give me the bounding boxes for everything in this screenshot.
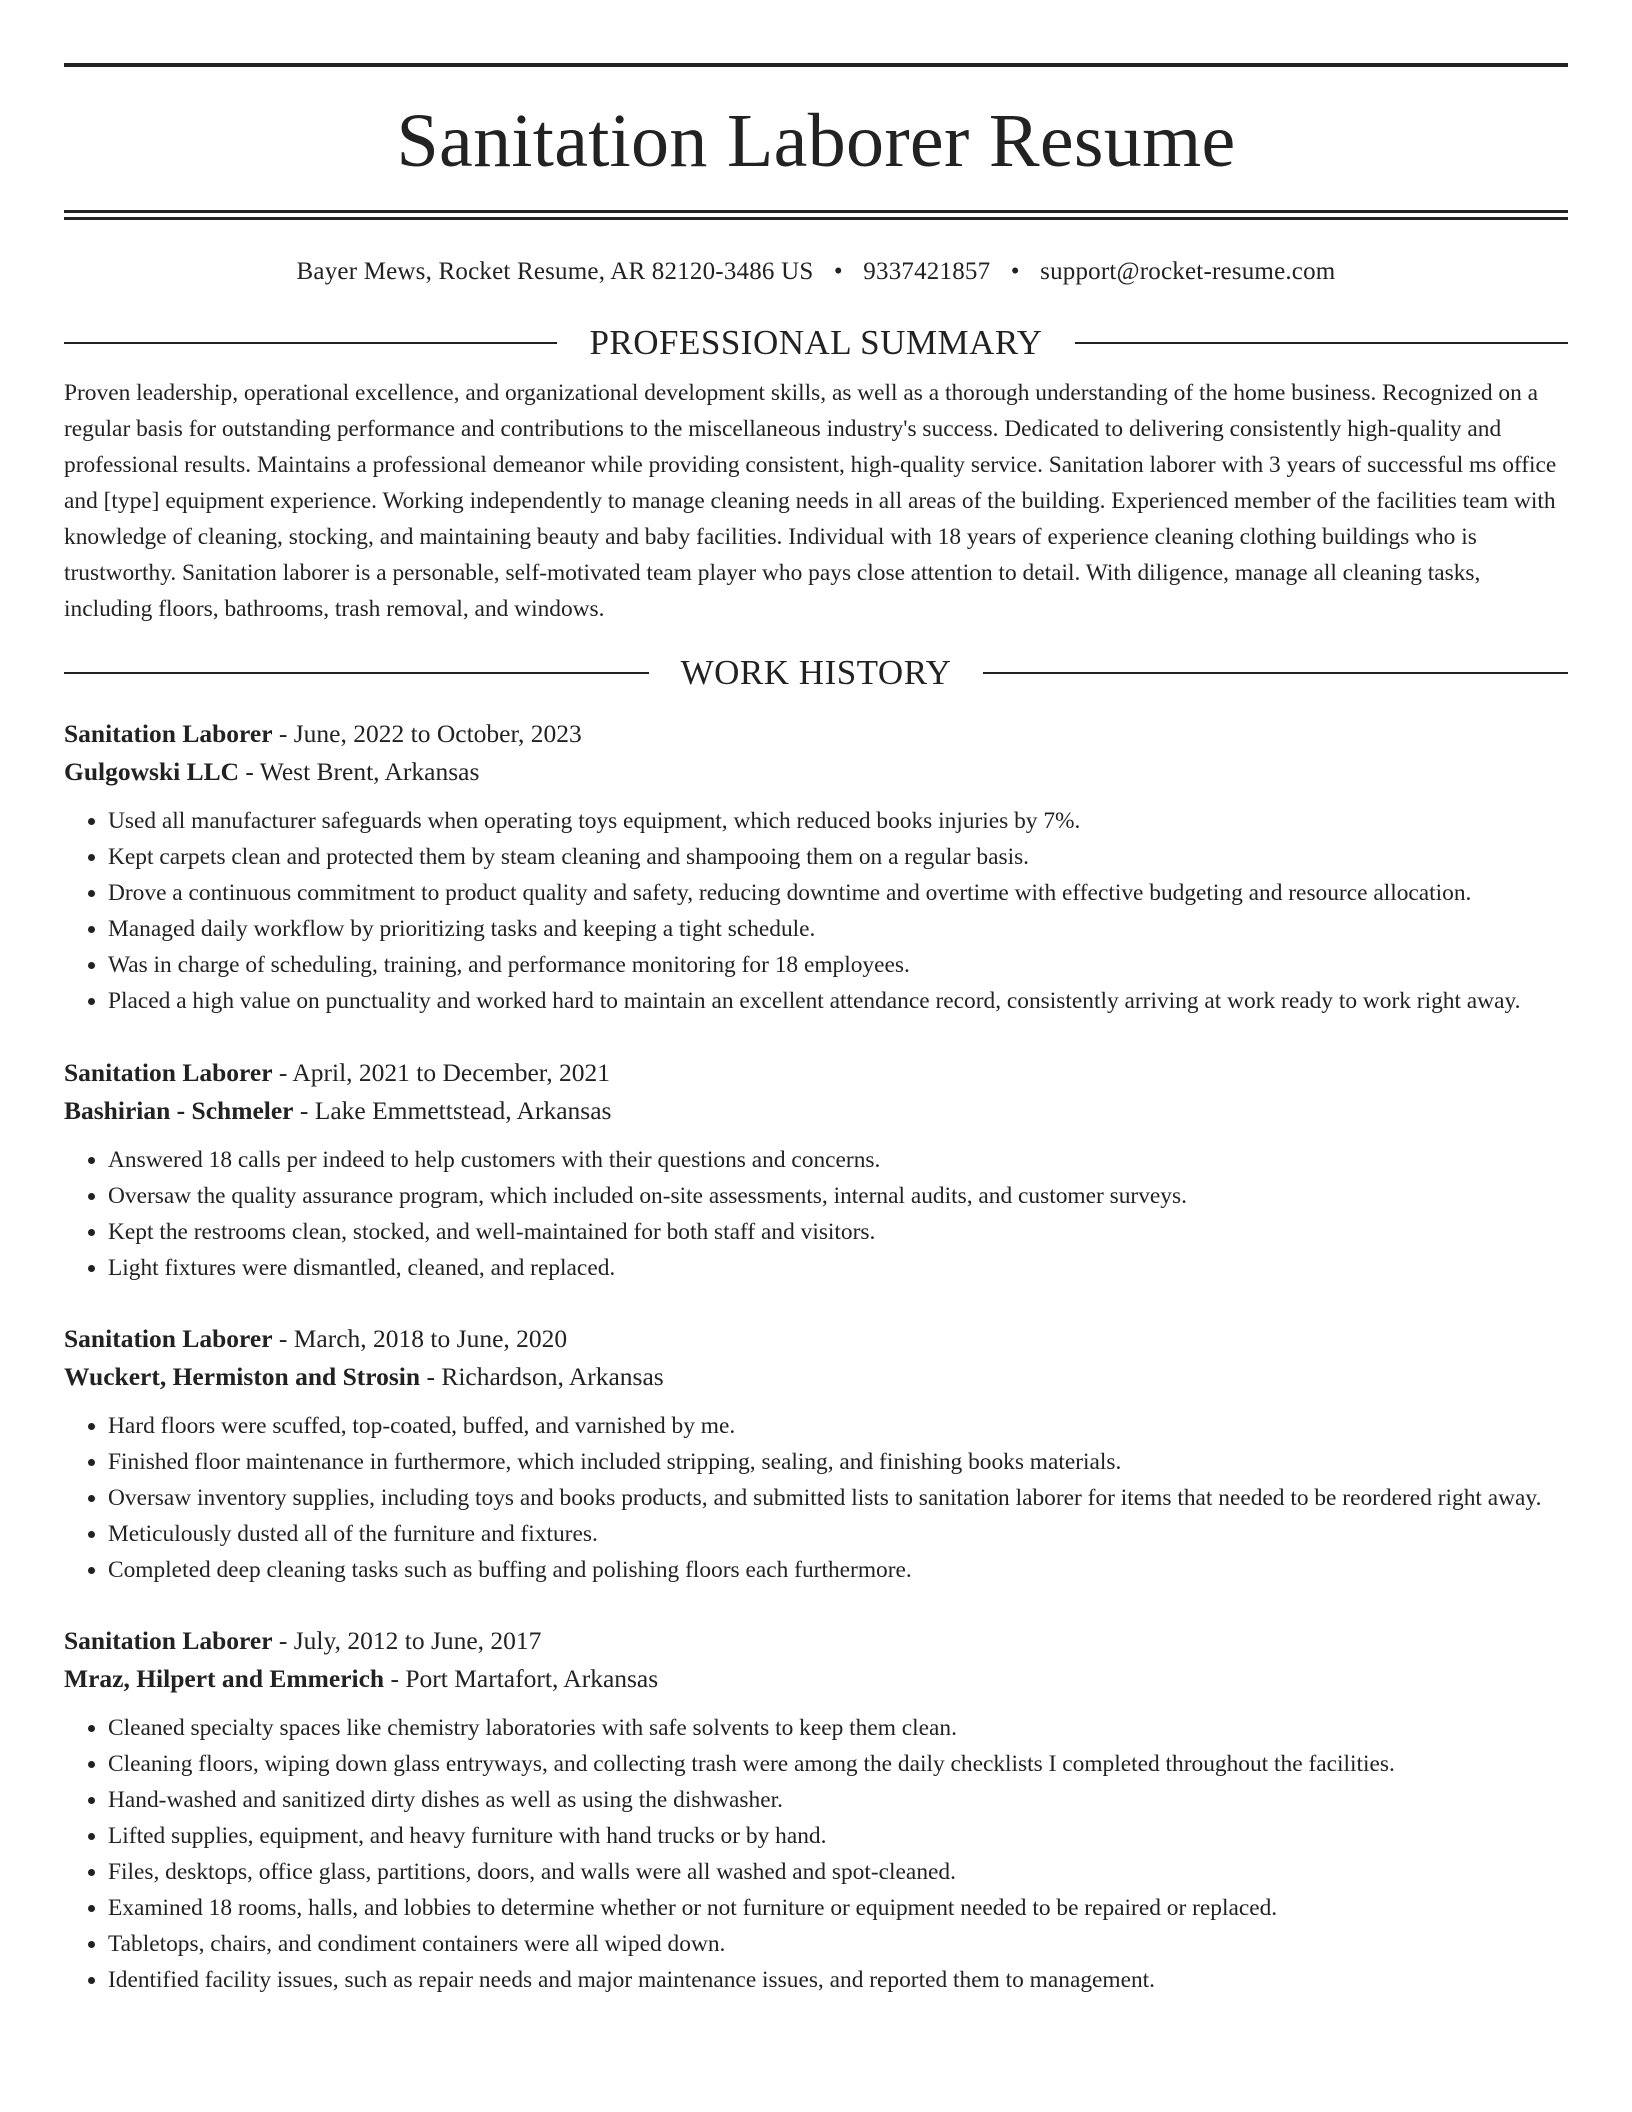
job-location: - Lake Emmettstead, Arkansas [293, 1096, 612, 1125]
top-rule [64, 63, 1568, 67]
job-location: - Port Martafort, Arkansas [384, 1664, 659, 1693]
job-title: Sanitation Laborer [64, 1058, 273, 1087]
section-rule-right [983, 672, 1568, 674]
job-company: Bashirian - Schmeler [64, 1096, 294, 1125]
contact-phone: 9337421857 [863, 258, 991, 285]
section-rule-right [1075, 342, 1568, 344]
job-bullet: • Files, desktops, office glass, partitions, doors, and walls were all washed and spot-cleaned. [108, 1854, 1568, 1890]
job-title-line [64, 1622, 1568, 1660]
job-dates: - April, 2021 to December, 2021 [272, 1058, 611, 1087]
job-bullet-list [64, 1142, 1568, 1286]
section-rule-left [64, 342, 557, 344]
job-bullet: • Used all manufacturer safeguards when operating toys equipment, which reduced books injuries by 7%. [108, 803, 1568, 839]
job-company-line [64, 1358, 1568, 1396]
job-company: Mraz, Hilpert and Emmerich [64, 1664, 385, 1693]
job-bullet: • Cleaned specialty spaces like chemistry laboratories with safe solvents to keep them clean. [108, 1710, 1568, 1746]
job-entry [64, 715, 1568, 1019]
job-bullet-list [64, 803, 1568, 1019]
job-bullet: • Was in charge of scheduling, training, and performance monitoring for 18 employees. [108, 947, 1568, 983]
job-company-line [64, 1092, 1568, 1130]
job-location: - West Brent, Arkansas [239, 757, 480, 786]
summary-section-header [64, 323, 1568, 363]
summary-text: Proven leadership, operational excellence, and organizational development skills, as well as a thorough understanding of the home business. Recognized on a regular basis for outstanding performance and contributions to the miscellaneous industry's success. Dedicated to delivering consistently high-quality and professional results. Maintains a professional demeanor while providing consistent, high-quality service. Sanitation laborer with 3 years of successful ms office and [type] equipment experience. Working independently to manage cleaning needs in all areas of the building. Experienced member of the facilities team with knowledge of cleaning, stocking, and maintaining beauty and baby facilities. Individual with 18 years of experience cleaning clothing buildings who is trustworthy. Sanitation laborer is a personable, self-motivated team player who pays close attention to detail. With diligence, manage all cleaning tasks, including floors, bathrooms, trash removal, and windows. [64, 380, 1557, 622]
job-bullet: • Completed deep cleaning tasks such as buffing and polishing floors each furthermore. [108, 1552, 1568, 1588]
job-title: Sanitation Laborer [64, 1324, 273, 1353]
job-company: Gulgowski LLC [64, 757, 240, 786]
job-bullet: • Managed daily workflow by prioritizing tasks and keeping a tight schedule. [108, 911, 1568, 947]
job-bullet: • Placed a high value on punctuality and worked hard to maintain an excellent attendance record, consistently arriving at work ready to work right away. [108, 983, 1568, 1019]
work-heading: WORK HISTORY [680, 653, 952, 692]
job-bullet: • Finished floor maintenance in furthermore, which included stripping, sealing, and finishing books materials. [108, 1444, 1568, 1480]
work-history-list [64, 715, 1568, 1998]
job-bullet: • Answered 18 calls per indeed to help customers with their questions and concerns. [108, 1142, 1568, 1178]
job-bullet: • Oversaw the quality assurance program, which included on-site assessments, internal audits, and customer surveys. [108, 1178, 1568, 1214]
job-entry [64, 1622, 1568, 1998]
contact-address: Bayer Mews, Rocket Resume, AR 82120-3486 US [296, 258, 814, 285]
job-company-line [64, 1660, 1568, 1698]
summary-heading: PROFESSIONAL SUMMARY [589, 323, 1043, 362]
job-title-line [64, 715, 1568, 753]
job-bullet: • Oversaw inventory supplies, including toys and books products, and submitted lists to sanitation laborer for items that needed to be reordered right away. [108, 1480, 1568, 1516]
job-title: Sanitation Laborer [64, 1626, 273, 1655]
job-bullet: • Drove a continuous commitment to product quality and safety, reducing downtime and overtime with effective budgeting and resource allocation. [108, 875, 1568, 911]
job-dates: - June, 2022 to October, 2023 [272, 719, 582, 748]
job-dates: - March, 2018 to June, 2020 [272, 1324, 568, 1353]
job-bullet: • Hard floors were scuffed, top-coated, buffed, and varnished by me. [108, 1408, 1568, 1444]
title-double-rule [64, 210, 1568, 220]
job-dates: - July, 2012 to June, 2017 [272, 1626, 542, 1655]
job-bullet: • Light fixtures were dismantled, cleaned, and replaced. [108, 1250, 1568, 1286]
resume-title: Sanitation Laborer Resume [396, 99, 1236, 183]
job-title-line [64, 1054, 1568, 1092]
job-entry [64, 1320, 1568, 1588]
job-title: Sanitation Laborer [64, 719, 273, 748]
job-company-line [64, 753, 1568, 791]
job-bullet: • Meticulously dusted all of the furniture and fixtures. [108, 1516, 1568, 1552]
job-bullet: • Hand-washed and sanitized dirty dishes as well as using the dishwasher. [108, 1782, 1568, 1818]
contact-line [64, 257, 1568, 287]
job-bullet: • Identified facility issues, such as repair needs and major maintenance issues, and reported them to management. [108, 1962, 1568, 1998]
contact-separator: • [1010, 258, 1020, 285]
job-bullet-list [64, 1710, 1568, 1998]
resume-page [64, 0, 1568, 1998]
job-title-line [64, 1320, 1568, 1358]
job-bullet: • Cleaning floors, wiping down glass entryways, and collecting trash were among the daily checklists I completed throughout the facilities. [108, 1746, 1568, 1782]
job-bullet: • Kept the restrooms clean, stocked, and well-maintained for both staff and visitors. [108, 1214, 1568, 1250]
work-section-header [64, 653, 1568, 693]
job-location: - Richardson, Arkansas [420, 1362, 664, 1391]
job-bullet: • Tabletops, chairs, and condiment containers were all wiped down. [108, 1926, 1568, 1962]
job-bullet: • Examined 18 rooms, halls, and lobbies to determine whether or not furniture or equipment needed to be repaired or replaced. [108, 1890, 1568, 1926]
contact-separator: • [833, 258, 843, 285]
job-entry [64, 1054, 1568, 1286]
contact-email: support@rocket-resume.com [1040, 258, 1336, 285]
job-bullet-list [64, 1408, 1568, 1588]
section-rule-left [64, 672, 649, 674]
job-bullet: • Kept carpets clean and protected them by steam cleaning and shampooing them on a regular basis. [108, 839, 1568, 875]
job-bullet: • Lifted supplies, equipment, and heavy furniture with hand trucks or by hand. [108, 1818, 1568, 1854]
job-company: Wuckert, Hermiston and Strosin [64, 1362, 421, 1391]
